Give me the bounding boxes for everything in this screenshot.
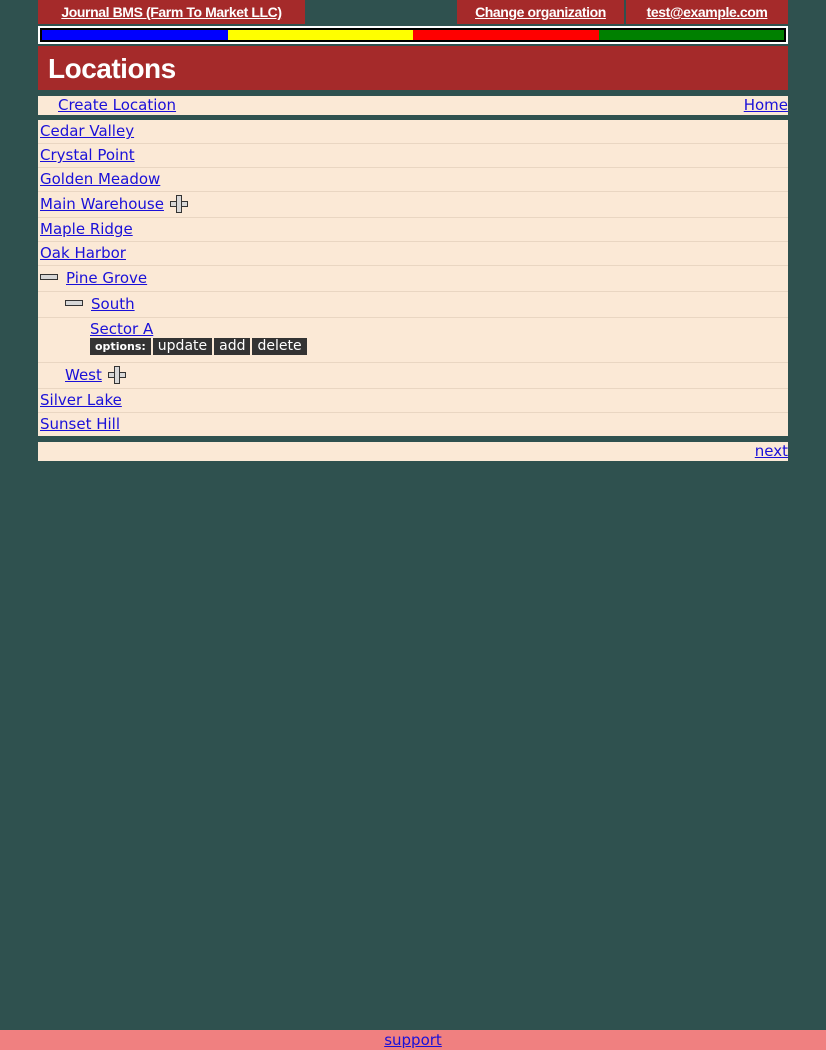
expand-plus-icon[interactable] (170, 195, 188, 213)
location-link-maple-ridge[interactable]: Maple Ridge (40, 220, 133, 238)
band-red (413, 30, 599, 40)
list-item (38, 168, 788, 192)
location-link-cedar-valley[interactable]: Cedar Valley (40, 122, 135, 140)
list-item (38, 292, 788, 318)
delete-button[interactable]: delete (252, 338, 306, 355)
next-link[interactable]: next (754, 442, 788, 460)
collapse-minus-icon[interactable] (40, 274, 58, 280)
update-button[interactable]: update (153, 338, 212, 355)
location-link-west[interactable]: West (65, 366, 102, 384)
list-item (38, 120, 788, 144)
list-item (38, 389, 788, 413)
band-yellow (228, 30, 414, 40)
location-link-silver-lake[interactable]: Silver Lake (40, 391, 122, 409)
add-button[interactable]: add (214, 338, 250, 355)
list-item (38, 218, 788, 242)
collapse-minus-icon[interactable] (65, 300, 83, 306)
location-link-sector-a[interactable]: Sector A (90, 320, 154, 338)
location-link-pine-grove[interactable]: Pine Grove (66, 269, 148, 287)
list-item (38, 413, 788, 436)
user-cell (626, 0, 788, 24)
support-link[interactable]: support (384, 1031, 442, 1049)
expand-plus-icon[interactable] (108, 366, 126, 384)
action-row (38, 96, 788, 115)
home-link[interactable]: Home (743, 96, 788, 114)
options-bar (90, 338, 307, 355)
brand-cell (38, 0, 305, 24)
list-item (38, 144, 788, 168)
location-list (38, 120, 788, 436)
location-link-main-warehouse[interactable]: Main Warehouse (40, 195, 164, 213)
user-email-link[interactable]: test@example.com (646, 4, 768, 20)
create-location-link[interactable]: Create Location (58, 96, 177, 114)
change-org-cell (457, 0, 624, 24)
change-organization-link[interactable]: Change organization (475, 4, 606, 20)
brand-link[interactable]: Journal BMS (Farm To Market LLC) (61, 4, 282, 20)
band-blue (42, 30, 228, 40)
list-item (38, 192, 788, 218)
footer (0, 1030, 826, 1050)
list-item (38, 363, 788, 389)
location-link-south[interactable]: South (91, 295, 135, 313)
list-item (38, 266, 788, 292)
location-link-crystal-point[interactable]: Crystal Point (40, 146, 135, 164)
top-bar (38, 0, 788, 24)
color-band-inner (40, 28, 786, 42)
location-link-golden-meadow[interactable]: Golden Meadow (40, 170, 161, 188)
page-title: Locations (38, 46, 788, 90)
color-band (38, 26, 788, 44)
pager (38, 442, 788, 461)
location-link-oak-harbor[interactable]: Oak Harbor (40, 244, 126, 262)
list-item (38, 318, 788, 363)
band-green (599, 30, 785, 40)
list-item (38, 242, 788, 266)
location-link-sunset-hill[interactable]: Sunset Hill (40, 415, 121, 433)
options-label: options: (90, 338, 151, 355)
